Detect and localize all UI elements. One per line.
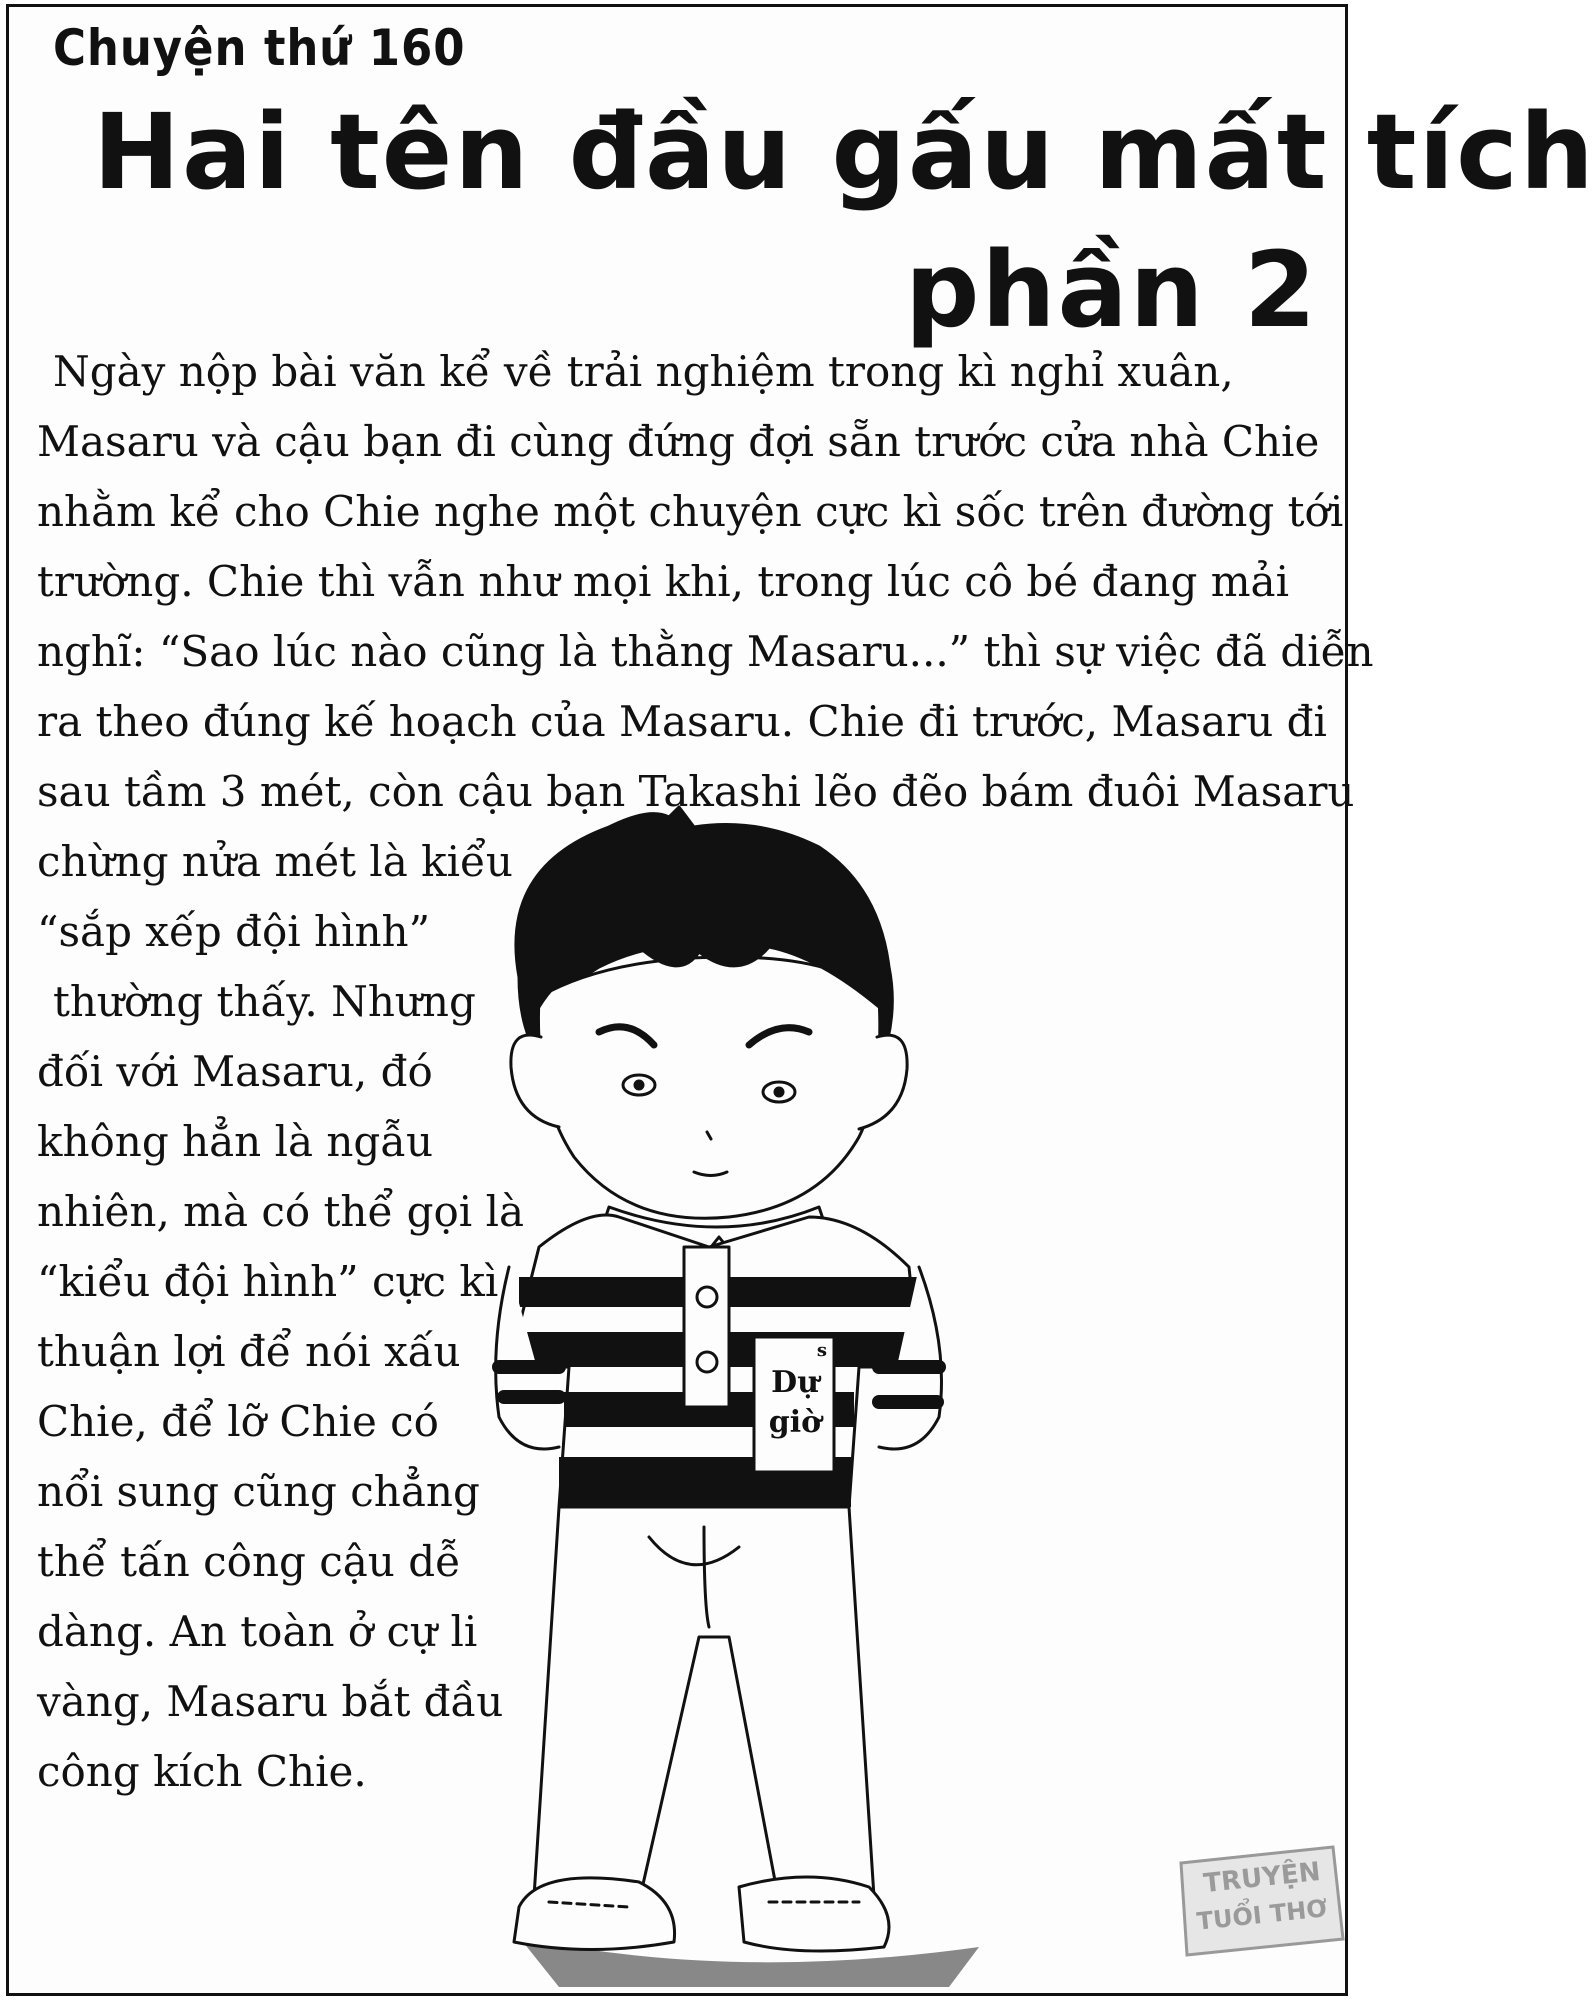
story-line: không hẳn là ngẫu xyxy=(37,1117,434,1166)
story-title-line-1: Hai tên đầu gấu mất tích xyxy=(93,91,1596,213)
story-line: thuận lợi để nói xấu xyxy=(37,1327,461,1376)
story-line: thường thấy. Nhưng xyxy=(53,977,476,1026)
story-line: đối với Masaru, đó xyxy=(37,1047,433,1096)
story-line: Chie, để lỡ Chie có xyxy=(37,1397,439,1446)
watermark-line-2: TUỔI THƠ xyxy=(1195,1894,1329,1936)
manga-page xyxy=(6,4,1596,1996)
story-line: chừng nửa mét là kiểu xyxy=(37,837,513,886)
story-line: trường. Chie thì vẫn như mọi khi, trong lúc cô bé đang mải xyxy=(37,557,1290,606)
story-line: vàng, Masaru bắt đầu xyxy=(37,1677,504,1726)
watermark-line-1: TRUYỆN xyxy=(1202,1856,1322,1900)
name-tag xyxy=(757,1339,833,1469)
story-line: nhằm kể cho Chie nghe một chuyện cực kì sốc trên đường tới xyxy=(37,487,1344,536)
chapter-label: Chuyện thứ 160 xyxy=(53,19,466,77)
name-tag-line-1: Dự xyxy=(771,1365,819,1400)
story-line: công kích Chie. xyxy=(37,1747,367,1796)
story-line: Masaru và cậu bạn đi cùng đứng đợi sẵn trước cửa nhà Chie xyxy=(37,417,1320,466)
story-text-narrow xyxy=(37,827,525,1807)
story-line: nhiên, mà có thể gọi là xyxy=(37,1187,525,1236)
story-line: ra theo đúng kế hoạch của Masaru. Chie đi trước, Masaru đi xyxy=(37,697,1327,746)
story-text-wide xyxy=(37,337,1374,827)
story-line: sau tầm 3 mét, còn cậu bạn Takashi lẽo đẽo bám đuôi Masaru xyxy=(37,767,1355,816)
story-line: nghĩ: “Sao lúc nào cũng là thằng Masaru...” thì sự việc đã diễn xyxy=(37,627,1374,676)
story-line: “kiểu đội hình” cực kì xyxy=(37,1257,499,1306)
story-line: “sắp xếp đội hình” xyxy=(37,907,431,956)
name-tag-mark: s xyxy=(816,1340,827,1361)
story-line: thể tấn công cậu dễ xyxy=(37,1537,461,1586)
truyen-tuoi-tho-logo xyxy=(1173,1843,1347,1959)
story-title-line-2: phần 2 xyxy=(905,229,1319,351)
story-line: Ngày nộp bài văn kể về trải nghiệm trong kì nghỉ xuân, xyxy=(53,347,1234,396)
masaru-illustration xyxy=(479,807,979,1987)
name-tag-line-2: giờ xyxy=(768,1405,822,1440)
story-line: nổi sung cũng chẳng xyxy=(37,1467,480,1516)
story-line: dàng. An toàn ở cự li xyxy=(37,1607,478,1656)
